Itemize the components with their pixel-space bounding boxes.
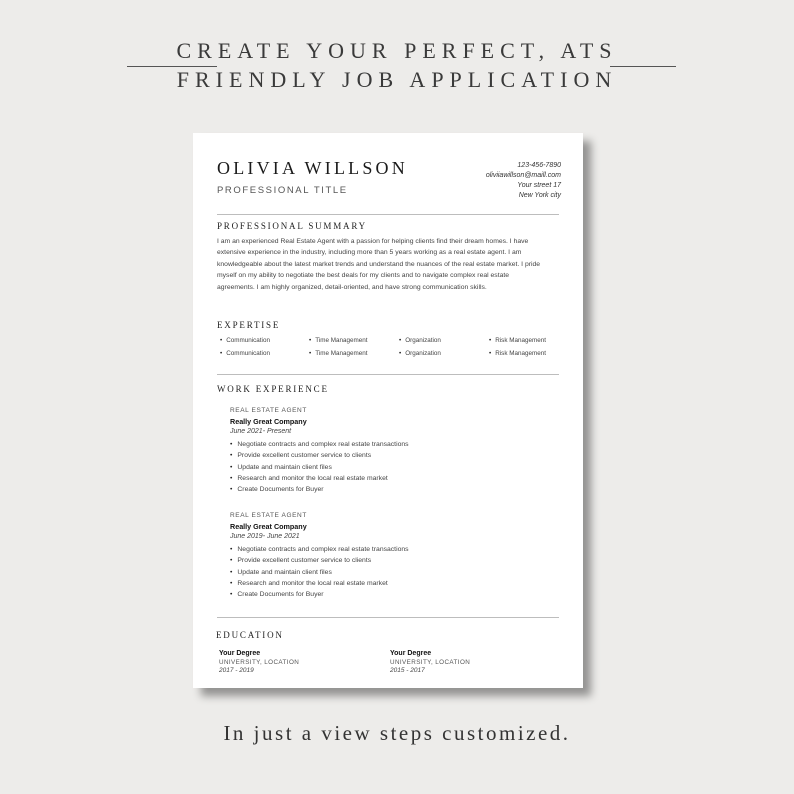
education-years: 2015 - 2017: [390, 667, 425, 674]
professional-title: PROFESSIONAL TITLE: [217, 185, 348, 196]
education-degree: Your Degree: [390, 650, 432, 657]
job-duty: • Provide excellent customer service to clients: [230, 450, 550, 461]
education-years: 2017 - 2019: [219, 667, 254, 674]
contact-city: New York city: [518, 192, 561, 199]
job-entry: [230, 407, 550, 495]
divider: [217, 214, 559, 215]
education-school: UNIVERSITY, LOCATION: [219, 659, 300, 666]
expertise-item: • Communication: [220, 350, 270, 357]
headline-line-1: CREATE YOUR PERFECT, ATS: [176, 38, 618, 63]
job-duty: • Research and monitor the local real estate market: [230, 473, 550, 484]
job-duty: • Update and maintain client files: [230, 567, 550, 578]
expertise-item: • Risk Management: [489, 337, 546, 344]
job-duty: • Negotiate contracts and complex real estate transactions: [230, 544, 550, 555]
headline-line-2: FRIENDLY JOB APPLICATION: [176, 67, 618, 92]
job-title: REAL ESTATE AGENT: [230, 407, 307, 414]
expertise-row: [217, 337, 567, 347]
job-duties: [230, 439, 550, 495]
experience-heading: WORK EXPERIENCE: [217, 384, 329, 394]
job-duty: • Create Documents for Buyer: [230, 589, 550, 600]
summary-text: I am an experienced Real Estate Agent with a passion for helping clients find their dream homes. I have extensive experience in the industry, including more than 5 years working as a real estate agent. I am knowledgeable about the latest market trends and understand the nuances of the real estate market. I pride myself on my ability to negotiate the best deals for my clients and to navigate complex real estate agreements. I am highly organized, detail-oriented, and have strong communication skills.: [217, 238, 541, 291]
expertise-item: • Time Management: [309, 350, 367, 357]
resume-page: [193, 133, 583, 688]
job-duty: • Negotiate contracts and complex real estate transactions: [230, 439, 550, 450]
summary-heading: PROFESSIONAL SUMMARY: [217, 221, 367, 231]
contact-block: [486, 161, 561, 201]
job-dates: June 2019- June 2021: [230, 533, 300, 540]
job-dates: June 2021- Present: [230, 428, 292, 435]
education-entry: [219, 650, 379, 674]
expertise-item: • Communication: [220, 337, 270, 344]
expertise-item: • Organization: [399, 350, 441, 357]
divider: [217, 374, 559, 375]
education-degree: Your Degree: [219, 650, 261, 657]
job-duty: • Research and monitor the local real estate market: [230, 578, 550, 589]
job-title: REAL ESTATE AGENT: [230, 512, 307, 519]
education-heading: EDUCATION: [216, 630, 284, 640]
education-school: UNIVERSITY, LOCATION: [390, 659, 471, 666]
job-entry: [230, 512, 550, 600]
expertise-item: • Organization: [399, 337, 441, 344]
expertise-heading: EXPERTISE: [217, 320, 281, 330]
education-entry: [390, 650, 550, 674]
divider: [217, 617, 559, 618]
contact-street: Your street 17: [517, 182, 561, 189]
footer-tagline: In just a view steps customized.: [223, 721, 571, 745]
job-company: Really Great Company: [230, 522, 307, 531]
resume-name: OLIVIA WILLSON: [217, 158, 408, 178]
job-duty: • Update and maintain client files: [230, 462, 550, 473]
job-duties: [230, 544, 550, 600]
expertise-row: [217, 350, 567, 360]
job-duty: • Provide excellent customer service to clients: [230, 555, 550, 566]
job-company: Really Great Company: [230, 417, 307, 426]
contact-email: oliviiawillson@maill.com: [485, 172, 561, 179]
job-duty: • Create Documents for Buyer: [230, 484, 550, 495]
expertise-item: • Risk Management: [489, 350, 546, 357]
contact-phone: 123-456-7890: [517, 162, 561, 169]
expertise-item: • Time Management: [309, 337, 367, 344]
